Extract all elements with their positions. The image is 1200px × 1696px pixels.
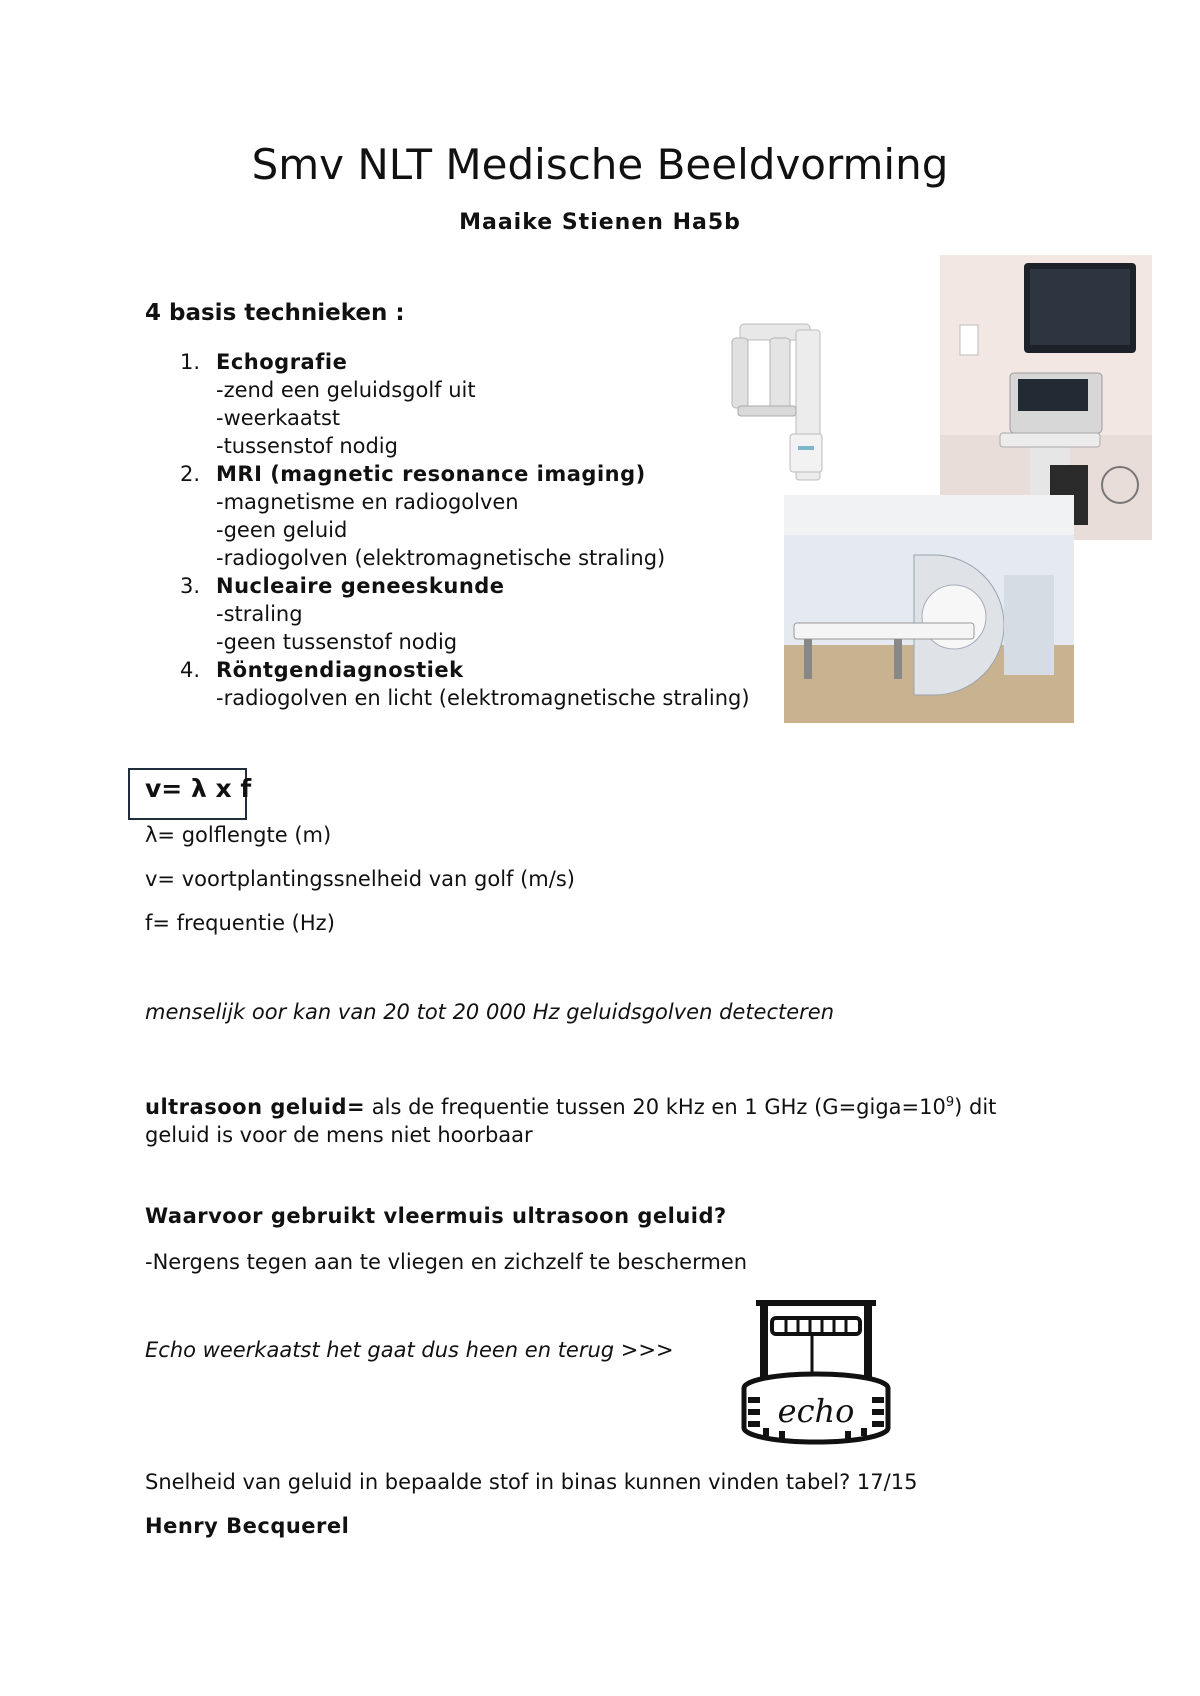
human-ear-note: menselijk oor kan van 20 tot 20 000 Hz geluidsgolven detecteren <box>145 1000 835 1024</box>
technique-point: -radiogolven en licht (elektromagnetische straling) <box>216 686 750 710</box>
technique-item-rontgen <box>180 656 750 712</box>
author-line: Maaike Stienen Ha5b <box>459 210 741 235</box>
definition-v: v= voortplantingssnelheid van golf (m/s) <box>145 867 575 891</box>
echo-line: Echo weerkaatst het gaat dus heen en terug >>> <box>145 1338 674 1362</box>
formula-boxed-part: v= λ x <box>145 774 232 803</box>
techniques-heading: 4 basis technieken : <box>145 300 405 326</box>
ultrasound-term: ultrasoon geluid= <box>145 1095 366 1119</box>
technique-item-echografie <box>180 348 476 460</box>
formula-rest: f <box>231 774 252 803</box>
ultrasound-text-line2: geluid is voor de mens niet hoorbaar <box>145 1123 533 1147</box>
technique-name: Nucleaire geneeskunde <box>216 574 505 598</box>
echo-well-image <box>736 1296 896 1446</box>
ultrasound-text-end: ) dit <box>954 1095 997 1119</box>
technique-point: -geen tussenstof nodig <box>216 630 458 654</box>
list-number: 4. <box>180 658 201 682</box>
bat-answer: -Nergens tegen aan te vliegen en zichzelf te beschermen <box>145 1250 748 1274</box>
page-title: Smv NLT Medische Beeldvorming <box>251 140 949 189</box>
wave-formula <box>145 774 251 803</box>
technique-point: -magnetisme en radiogolven <box>216 490 519 514</box>
ultrasound-exponent: 9 <box>945 1095 955 1110</box>
technique-point: -tussenstof nodig <box>216 434 398 458</box>
technique-point: -straling <box>216 602 303 626</box>
list-number: 3. <box>180 574 201 598</box>
technique-point: -radiogolven (elektromagnetische straling) <box>216 546 666 570</box>
ultrasound-text: als de frequentie tussen 20 kHz en 1 GHz (G=giga=10 <box>365 1095 946 1119</box>
technique-point: -weerkaatst <box>216 406 341 430</box>
ultrasound-definition <box>145 1089 996 1149</box>
bat-question: Waarvoor gebruikt vleermuis ultrasoon geluid? <box>145 1204 727 1228</box>
definition-lambda: λ= golflengte (m) <box>145 823 332 847</box>
technique-point: -zend een geluidsgolf uit <box>216 378 476 402</box>
echo-well-label: echo <box>777 1392 855 1430</box>
technique-name: Röntgendiagnostiek <box>216 658 464 682</box>
technique-name: Echografie <box>216 350 348 374</box>
technique-name: MRI (magnetic resonance imaging) <box>216 462 646 486</box>
mri-scanner-image <box>784 495 1074 723</box>
technique-item-nucleair <box>180 572 505 656</box>
speed-note: Snelheid van geluid in bepaalde stof in binas kunnen vinden tabel? 17/15 <box>145 1470 918 1494</box>
xray-scanner-image <box>710 316 840 486</box>
henry-becquerel: Henry Becquerel <box>145 1514 350 1538</box>
definition-f: f= frequentie (Hz) <box>145 911 335 935</box>
list-number: 2. <box>180 462 201 486</box>
technique-item-mri <box>180 460 665 572</box>
list-number: 1. <box>180 350 201 374</box>
technique-point: -geen geluid <box>216 518 348 542</box>
